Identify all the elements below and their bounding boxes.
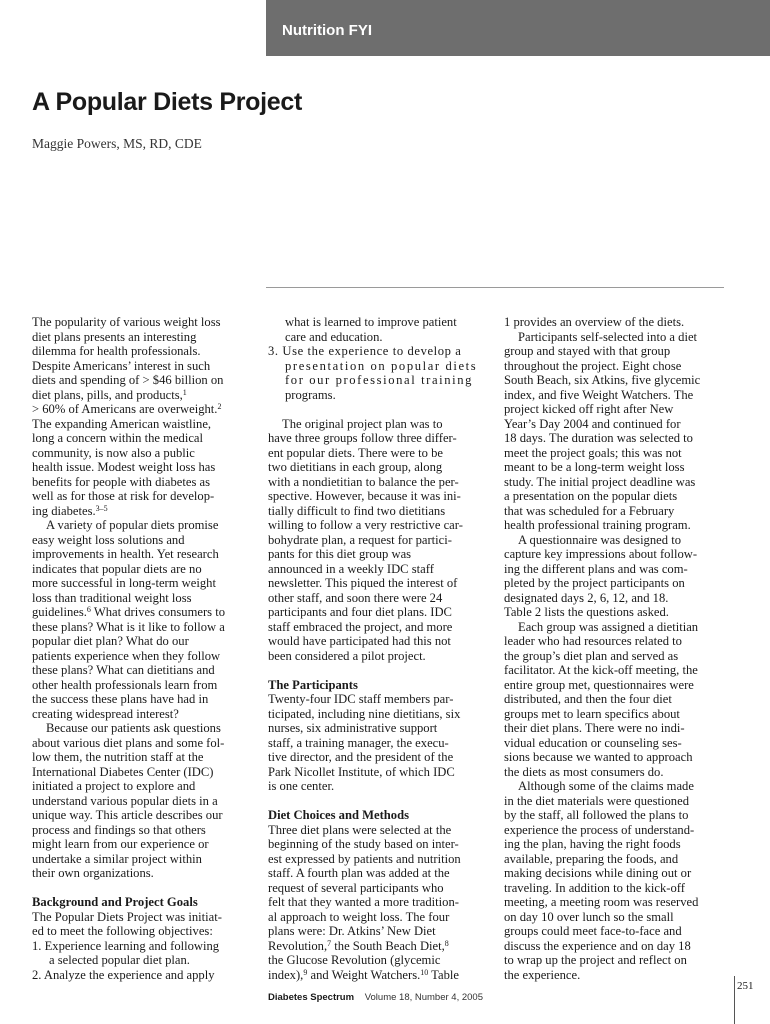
text-line: ing the different plans and was com-: [504, 561, 688, 576]
paragraph-gap: [268, 402, 490, 417]
text-line: Year’s Day 2004 and continued for: [504, 416, 681, 431]
text-line: staff embraced the project, and more: [268, 619, 453, 634]
text-line: [32, 504, 250, 519]
text-column-2: [268, 315, 490, 982]
text-line: tially difficult to find two dietitians: [268, 503, 446, 518]
text-line: meet the project goals; this was not: [504, 445, 682, 460]
text-line: health professional training program.: [504, 518, 691, 532]
text-line: 1 provides an overview of the diets.: [504, 315, 685, 329]
text-line: [32, 605, 250, 620]
reference-marker: 3–5: [95, 503, 108, 513]
text-line: discuss the experience and on day 18: [504, 938, 691, 953]
article-author: Maggie Powers, MS, RD, CDE: [32, 136, 202, 151]
text-line: their own organizations.: [32, 866, 154, 880]
text-line: the experience.: [504, 967, 581, 982]
text-line: The original project plan was to: [282, 416, 443, 431]
text-line: dilemma for health professionals.: [32, 344, 201, 358]
text-line: diets and spending of > $46 billion on: [32, 373, 224, 387]
text-line: throughout the project. Eight chose: [504, 358, 682, 373]
text-line: undertake a similar project within: [32, 851, 202, 866]
text-line: Although some of the claims made: [518, 779, 694, 793]
text-line: South Beach, six Atkins, five glycemic: [504, 373, 701, 387]
text-line: Despite Americans’ interest in such: [32, 358, 211, 373]
text-line: [268, 968, 490, 983]
journal-volume: Volume 18, Number 4, 2005: [364, 992, 483, 1003]
reference-marker: 6: [86, 605, 91, 614]
text-line: low them, the nutrition staff at the: [32, 750, 204, 764]
text-line: these plans? What can dietitians and: [32, 663, 215, 677]
text-line: project kicked off right after New: [504, 402, 674, 416]
text-line: loss than traditional weight loss: [32, 590, 192, 605]
text-line: the success these plans have had in: [32, 692, 209, 706]
text-line: would have participated had this not: [268, 634, 451, 648]
text-line: vidual education or counseling ses-: [504, 735, 682, 750]
text-line: available, preparing the foods, and: [504, 851, 679, 866]
text-line: well as for those at risk for develop-: [32, 489, 215, 503]
text-line: felt that they wanted a more tradition-: [268, 895, 459, 909]
text-line: [268, 939, 490, 954]
text-span: Table: [428, 967, 459, 982]
text-line: The Popular Diets Project was initiat-: [32, 909, 222, 924]
text-line: groups met to learn specifics about: [504, 706, 680, 721]
text-line: Participants self-selected into a diet: [518, 329, 698, 344]
text-span: diet plans, pills, and products,: [32, 387, 183, 402]
reference-marker: 2: [217, 402, 222, 411]
list-item: 2. Analyze the experience and apply: [32, 967, 215, 982]
text-line: in the diet materials were questioned: [504, 793, 689, 808]
text-line: popular diet plan? What do our: [32, 634, 189, 648]
text-line: indicates that popular diets are no: [32, 561, 202, 576]
text-line: their diet plans. There were no indi-: [504, 721, 685, 735]
text-span: guidelines.: [32, 605, 87, 619]
list-item: 3. Use the experience to develop a: [268, 344, 462, 358]
text-line: the group’s diet plan and served as: [504, 648, 679, 663]
text-line: long a concern within the medical: [32, 431, 204, 445]
text-line: diet plans presents an interesting: [32, 329, 197, 344]
section-heading: Diet Choices and Methods: [268, 808, 409, 822]
text-line: est expressed by patients and nutrition: [268, 851, 461, 866]
list-item-continuation: what is learned to improve patient: [285, 315, 457, 329]
reference-marker: 8: [444, 938, 449, 948]
text-line: index, and five Weight Watchers. The: [504, 387, 694, 402]
text-line: have three groups follow three differ-: [268, 431, 457, 445]
text-span: What drives consumers to: [90, 605, 225, 619]
text-line: on day 10 over lunch so the small: [504, 909, 674, 924]
text-line: the diets as most consumers do.: [504, 764, 664, 779]
text-line: The expanding American waistline,: [32, 416, 212, 431]
text-line: groups could meet face-to-face and: [504, 924, 682, 938]
text-span: the South Beach Diet,: [331, 938, 445, 953]
article-title: A Popular Diets Project: [32, 88, 303, 116]
text-line: process and findings so that others: [32, 822, 206, 837]
text-line: pants for this diet group was: [268, 547, 412, 561]
text-line: might learn from our experience or: [32, 837, 209, 851]
text-line: request of several participants who: [268, 880, 444, 895]
list-item-continuation: for our professional training: [285, 373, 474, 387]
text-line: improvements in health. Yet research: [32, 547, 219, 561]
reference-marker: 9: [303, 967, 308, 977]
text-span: ing diabetes.: [32, 503, 96, 518]
text-line: patients experience when they follow: [32, 648, 221, 663]
text-line: spective. However, because it was ini-: [268, 489, 461, 503]
text-line: benefits for people with diabetes as: [32, 474, 211, 489]
text-line: unique way. This article describes our: [32, 808, 223, 822]
list-item-continuation: care and education.: [285, 329, 383, 344]
text-line: ing the plan, having the right foods: [504, 837, 681, 851]
paragraph-gap: [32, 881, 250, 896]
text-line: The popularity of various weight loss: [32, 315, 221, 329]
text-span: and Weight Watchers.: [307, 967, 421, 982]
page-number: 251: [737, 980, 754, 992]
text-line: community, is now also a public: [32, 445, 195, 460]
text-line: the Glucose Revolution (glycemic: [268, 953, 441, 967]
text-line: [32, 402, 250, 417]
text-line: is one center.: [268, 779, 335, 793]
text-line: Table 2 lists the questions asked.: [504, 605, 669, 619]
text-line: health issue. Modest weight loss has: [32, 460, 216, 474]
text-line: by the staff, all followed the plans to: [504, 808, 689, 822]
text-line: easy weight loss solutions and: [32, 532, 185, 547]
text-column-1: [32, 315, 250, 982]
text-line: pleted by the project participants on: [504, 576, 685, 590]
section-banner: [266, 0, 770, 56]
journal-name: Diabetes Spectrum: [268, 992, 355, 1003]
text-line: ent popular diets. There were to be: [268, 445, 443, 460]
text-line: sions because we wanted to approach: [504, 750, 693, 764]
text-line: A questionnaire was designed to: [518, 532, 681, 547]
text-line: willing to follow a very restrictive car-: [268, 518, 463, 532]
text-line: capture key impressions about follow-: [504, 547, 698, 561]
text-line: announced in a weekly IDC staff: [268, 561, 434, 576]
text-line: these plans? What is it like to follow a: [32, 619, 225, 634]
text-line: a presentation on the popular diets: [504, 489, 678, 503]
text-line: meant to be a long-term weight loss: [504, 460, 685, 474]
text-line: making decisions while dining out or: [504, 866, 692, 880]
text-line: International Diabetes Center (IDC): [32, 764, 214, 779]
text-line: Each group was assigned a dietitian: [518, 619, 699, 634]
text-line: that was scheduled for a February: [504, 503, 675, 518]
text-line: nurses, six administrative support: [268, 721, 438, 735]
text-line: Because our patients ask questions: [46, 721, 221, 735]
text-line: newsletter. This piqued the interest of: [268, 576, 458, 590]
text-line: distributed, and then the four diet: [504, 692, 672, 706]
text-line: participants and four diet plans. IDC: [268, 605, 452, 619]
reference-marker: 10: [420, 967, 429, 977]
reference-marker: 1: [182, 387, 187, 397]
text-line: to wrap up the project and reflect on: [504, 953, 687, 967]
list-item: 1. Experience learning and following: [32, 938, 220, 953]
list-item-continuation: programs.: [285, 387, 336, 402]
text-line: other health professionals learn from: [32, 677, 218, 692]
section-heading: Background and Project Goals: [32, 895, 198, 909]
text-span: Revolution,: [268, 938, 328, 953]
text-line: group and stayed with that group: [504, 344, 671, 358]
text-line: staff. A fourth plan was added at the: [268, 866, 450, 880]
text-line: beginning of the study based on inter-: [268, 837, 459, 851]
text-line: entire group met, questionnaires were: [504, 677, 694, 692]
header-divider: [266, 287, 724, 288]
text-line: A variety of popular diets promise: [46, 518, 219, 532]
paragraph-gap: [268, 794, 490, 809]
text-line: plans were: Dr. Atkins’ New Diet: [268, 924, 436, 938]
text-line: with a nondietitian to balance the per-: [268, 474, 459, 489]
page-footer: [268, 992, 483, 1003]
text-line: Twenty-four IDC staff members par-: [268, 692, 454, 706]
text-line: two dietitians in each group, along: [268, 460, 443, 474]
text-line: 18 days. The duration was selected to: [504, 431, 693, 445]
reference-marker: 7: [327, 938, 332, 948]
text-line: facilitator. At the kick-off meeting, the: [504, 663, 698, 677]
text-line: [32, 388, 250, 403]
text-span: index),: [268, 967, 304, 982]
text-line: understand various popular diets in a: [32, 793, 218, 808]
text-line: al approach to weight loss. The four: [268, 909, 450, 924]
text-line: bohydrate plan, a request for partici-: [268, 532, 452, 547]
list-item-continuation: a selected popular diet plan.: [49, 953, 190, 967]
text-line: been considered a pilot project.: [268, 648, 426, 663]
text-line: staff, a training manager, the execu-: [268, 735, 449, 750]
paragraph-gap: [268, 663, 490, 678]
text-line: more successful in long-term weight: [32, 576, 216, 590]
text-line: tive director, and the president of the: [268, 750, 454, 764]
text-line: study. The initial project deadline was: [504, 474, 696, 489]
text-line: meeting, a meeting room was reserved: [504, 895, 699, 909]
text-line: about various diet plans and some fol-: [32, 735, 225, 750]
page-number-rule: [734, 976, 735, 1024]
text-line: initiated a project to explore and: [32, 779, 196, 793]
text-line: creating widespread interest?: [32, 706, 179, 721]
text-line: experience the process of understand-: [504, 822, 695, 837]
text-span: > 60% of Americans are overweight.: [32, 402, 218, 416]
list-item-continuation: presentation on popular diets: [285, 358, 478, 373]
text-line: ticipated, including nine dietitians, six: [268, 706, 461, 721]
text-line: leader who had resources related to: [504, 634, 682, 648]
text-line: Three diet plans were selected at the: [268, 822, 452, 837]
text-line: Park Nicollet Institute, of which IDC: [268, 764, 455, 779]
text-line: ed to meet the following objectives:: [32, 924, 213, 938]
section-heading: The Participants: [268, 677, 358, 692]
text-line: other staff, and soon there were 24: [268, 590, 443, 605]
text-line: designated days 2, 6, 12, and 18.: [504, 590, 669, 605]
text-column-3: [504, 315, 726, 982]
text-line: traveling. In addition to the kick-off: [504, 880, 685, 895]
section-label: Nutrition FYI: [282, 22, 372, 39]
